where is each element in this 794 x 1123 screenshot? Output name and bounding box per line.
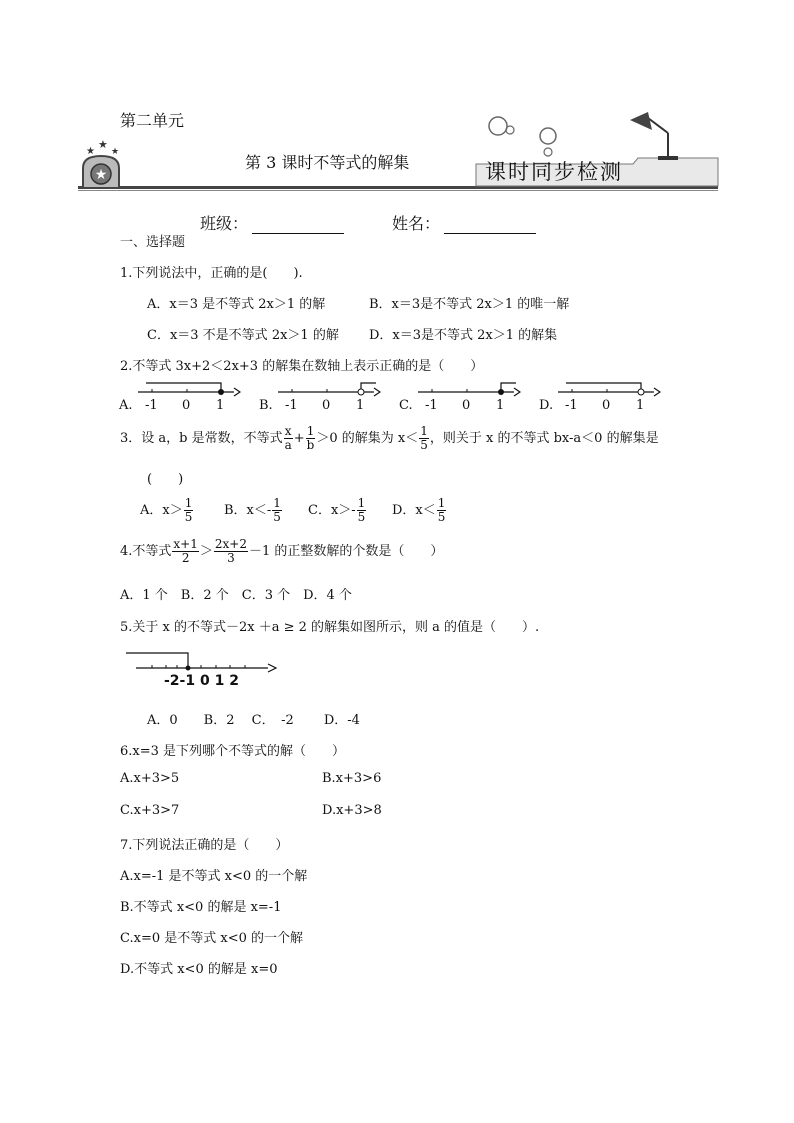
q6-option-c[interactable]: C.x+3>7	[120, 803, 180, 818]
q2a-tick-neg1: -1	[145, 398, 158, 413]
svg-text:★: ★	[111, 147, 120, 157]
q2d-tick-1: 1	[636, 398, 645, 413]
q2c-tick-neg1: -1	[425, 398, 438, 413]
class-blank[interactable]	[252, 219, 344, 234]
q2d-tick-0: 0	[602, 398, 611, 413]
q3-stem	[120, 425, 659, 452]
q2a-tick-1: 1	[216, 398, 225, 413]
name-field[interactable]	[392, 211, 536, 234]
q1-stem: 1.下列说法中，正确的是( ).	[120, 266, 303, 281]
q5-axis-labels: -2-1 0 1 2	[164, 673, 239, 689]
q2-option-a-label[interactable]: A.	[119, 398, 133, 413]
q2-option-d-label[interactable]: D.	[539, 398, 554, 413]
q2c-tick-0: 0	[462, 398, 471, 413]
q7-option-d[interactable]: D.不等式 x<0 的解是 x=0	[120, 962, 278, 977]
q5-numberline	[126, 648, 278, 674]
q2d-tick-neg1: -1	[565, 398, 578, 413]
q2b-tick-0: 0	[322, 398, 331, 413]
q5-options[interactable]: A．0 B．2 C． -2 D．-4	[147, 713, 360, 728]
banner-title: 课时同步检测	[485, 160, 623, 184]
q2-stem: 2.不等式 3x+2＜2x+3 的解集在数轴上表示正确的是（ ）	[120, 359, 484, 374]
svg-text:★: ★	[86, 146, 95, 157]
q4-options[interactable]: A．1 个 B．2 个 C．3 个 D．4 个	[120, 588, 352, 603]
q3-option-b[interactable]: B．x＜- $\frac{1}{5}$	[224, 496, 281, 525]
q3-stem-post: ，则关于 x 的不等式 bx-a＜0 的解集是	[429, 431, 659, 447]
q3-option-c[interactable]: C．x＞- $\frac{1}{5}$	[308, 496, 366, 525]
section-title: 一、选择题	[120, 235, 186, 250]
svg-text:★: ★	[94, 167, 108, 183]
q2a-tick-0: 0	[182, 398, 191, 413]
q4-frac-left: $\frac{x+1}{2}$	[173, 537, 198, 566]
q2b-tick-neg1: -1	[285, 398, 298, 413]
class-field[interactable]	[200, 211, 344, 234]
q1-option-c[interactable]: C．x＝3 不是不等式 2x＞1 的解	[147, 328, 339, 343]
q5-stem: 5.关于 x 的不等式－2x ＋a ≥ 2 的解集如图所示，则 a 的值是（ ）.	[120, 620, 540, 635]
q4-frac-right: $\frac{2x+2}{3}$	[214, 537, 247, 566]
unit-title: 第二单元	[120, 111, 185, 130]
q2b-tick-1: 1	[356, 398, 365, 413]
q7-option-a[interactable]: A.x=-1 是不等式 x<0 的一个解	[120, 869, 308, 884]
q7-stem: 7.下列说法正确的是（ ）	[120, 838, 289, 853]
q3-frac-1-over-5: $\frac{1}{5}$	[420, 424, 428, 453]
q6-stem: 6.x=3 是下列哪个不等式的解（ ）	[120, 744, 346, 759]
lesson-title: 第 3 课时不等式的解集	[245, 153, 410, 172]
q4-stem: 4.不等式 $\frac{x+1}{2}$ ＞ $\frac{2x+2}{3}$ －1 的正整数解的个数是（ ）	[120, 537, 444, 566]
q6-option-b[interactable]: B.x+3>6	[322, 771, 382, 786]
q7-option-b[interactable]: B.不等式 x<0 的解是 x=-1	[120, 900, 282, 915]
q2c-tick-1: 1	[496, 398, 505, 413]
q2-option-b-label[interactable]: B.	[259, 398, 273, 413]
q3-stem-mid: ＞0 的解集为 x＜	[316, 431, 419, 447]
class-label: 班级：	[200, 214, 249, 233]
q3-option-a[interactable]: A．x＞ $\frac{1}{5}$	[140, 496, 193, 525]
q6-option-d[interactable]: D.x+3>8	[322, 803, 382, 818]
q3-option-d[interactable]: D．x＜ $\frac{1}{5}$	[392, 496, 446, 525]
q3-plus: +	[293, 431, 305, 447]
q6-option-a[interactable]: A.x+3>5	[120, 771, 180, 786]
q3-frac-1-over-b: $\frac{1}{b}$	[306, 424, 315, 453]
svg-text:★: ★	[98, 138, 108, 151]
q1-option-d[interactable]: D．x＝3是不等式 2x＞1 的解集	[369, 328, 558, 343]
q2-option-c-label[interactable]: C.	[399, 398, 413, 413]
q1-option-b[interactable]: B．x＝3是不等式 2x＞1 的唯一解	[369, 297, 570, 312]
q1-option-a[interactable]: A．x＝3 是不等式 2x＞1 的解	[147, 297, 326, 312]
name-label: 姓名：	[392, 214, 441, 233]
q3-frac-x-over-a: $\frac{x}{a}$	[284, 424, 292, 453]
q3-paren: ( )	[147, 472, 184, 487]
name-blank[interactable]	[444, 219, 536, 234]
q7-option-c[interactable]: C.x=0 是不等式 x<0 的一个解	[120, 931, 304, 946]
q3-stem-pre: 3．设 a，b 是常数，不等式	[120, 431, 283, 447]
